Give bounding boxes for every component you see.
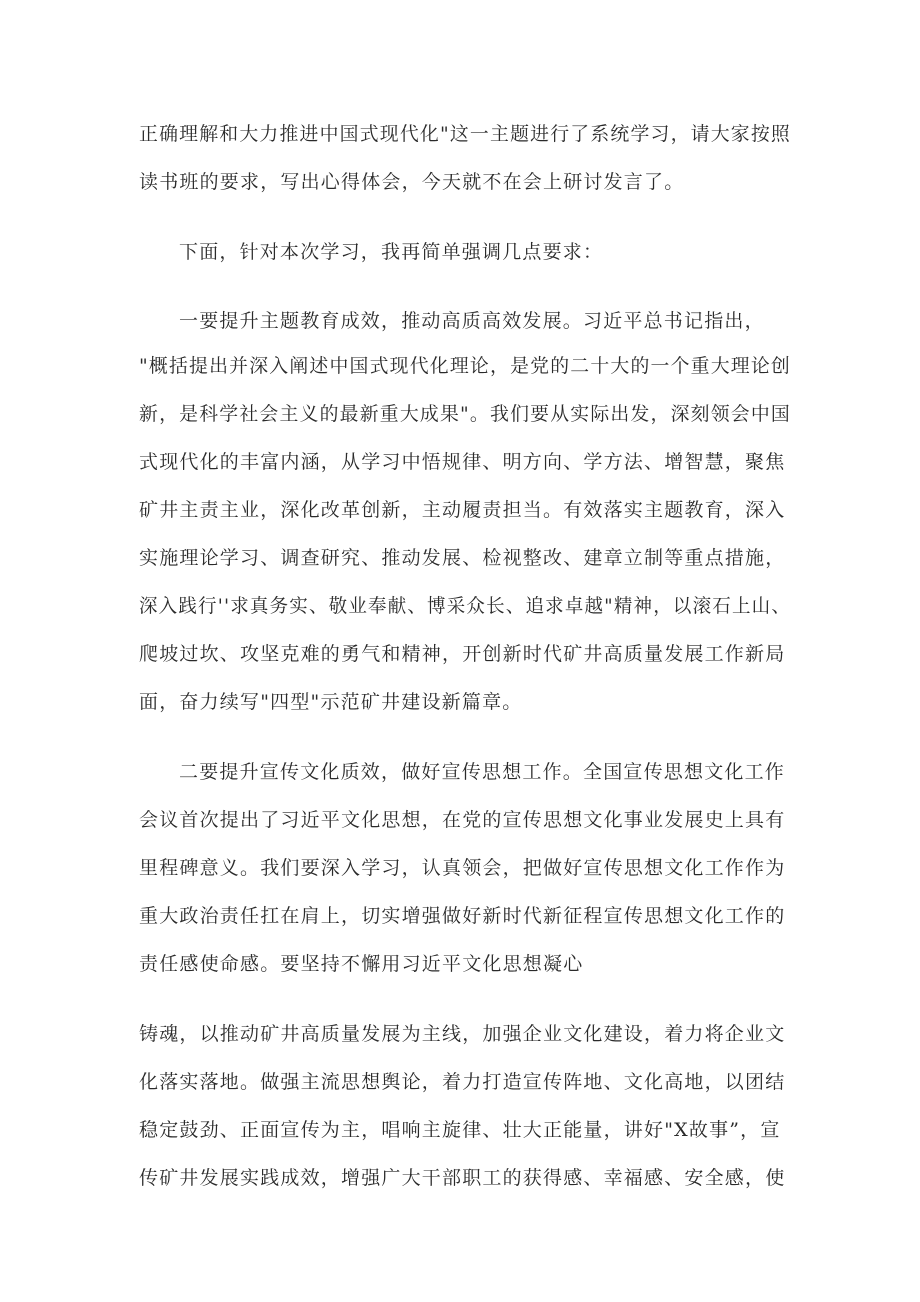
paragraph-4-line-1: 二要提升宣传文化质效，做好宣传思想工作。全国宣传思想文化工作 — [179, 761, 786, 783]
paragraph-4-line-4: 重大政治责任扛在肩上，切实增强做好新时代新征程宣传思想文化工作的 — [139, 905, 786, 927]
paragraph-5-line-3: 稳定鼓劲、正面宣传为主，唱响主旋律、壮大正能量，讲好"X故事”，宣 — [139, 1119, 781, 1141]
paragraph-1-line-1: 正确理解和大力推进中国式现代化"这一主题进行了系统学习，请大家按照 — [139, 123, 791, 145]
paragraph-3-line-8: 爬坡过坎、攻坚克难的勇气和精神，开创新时代矿井高质量发展工作新局 — [139, 643, 786, 665]
paragraph-1-line-2: 读书班的要求，写出心得体会，今天就不在会上研讨发言了。 — [139, 171, 685, 193]
paragraph-5-line-1: 铸魂，以推动矿井高质量发展为主线，加强企业文化建设，着力将企业文 — [139, 1023, 786, 1045]
paragraph-4-line-2: 会议首次提出了习近平文化思想，在党的宣传思想文化事业发展史上具有 — [139, 809, 786, 831]
paragraph-3-heading-text: 要提升主题教育成效，推动高质高效发展。习近平总书记指出， — [199, 310, 765, 332]
paragraph-3-ordinal: 一 — [179, 310, 200, 332]
paragraph-3-line-5: 矿井主责主业，深化改革创新，主动履责担当。有效落实主题教育，深入 — [139, 499, 786, 521]
paragraph-3-line-9: 面，奋力续写"四型"示范矿井建设新篇章。 — [139, 691, 523, 713]
paragraph-2-line-1: 下面，针对本次学习，我再简单强调几点要求： — [179, 241, 604, 263]
paragraph-5-line-4: 传矿井发展实践成效，增强广大干部职工的获得感、幸福感、安全感，使 — [139, 1167, 786, 1189]
paragraph-3-line-2: "概括提出并深入阐述中国式现代化理论，是党的二十大的一个重大理论创 — [139, 355, 791, 377]
paragraph-3-heading — [179, 309, 791, 333]
paragraph-4-line-3: 里程碑意义。我们要深入学习，认真领会，把做好宣传思想文化工作作为 — [139, 857, 786, 879]
paragraph-3-line-3: 新，是科学社会主义的最新重大成果"。我们要从实际出发，深刻领会中国 — [139, 403, 791, 425]
paragraph-5-line-2: 化落实落地。做强主流思想舆论，着力打造宣传阵地、文化高地，以团结 — [139, 1071, 786, 1093]
paragraph-3-line-7: 深入践行''求真务实、敬业奉献、博采众长、追求卓越"精神，以滚石上山、 — [139, 595, 791, 617]
paragraph-3-line-6: 实施理论学习、调查研究、推动发展、检视整改、建章立制等重点措施， — [139, 547, 786, 569]
paragraph-3-line-4: 式现代化的丰富内涵，从学习中悟规律、明方向、学方法、增智慧，聚焦 — [139, 451, 786, 473]
paragraph-4-line-5: 责任感使命感。要坚持不懈用习近平文化思想凝心 — [139, 953, 584, 975]
